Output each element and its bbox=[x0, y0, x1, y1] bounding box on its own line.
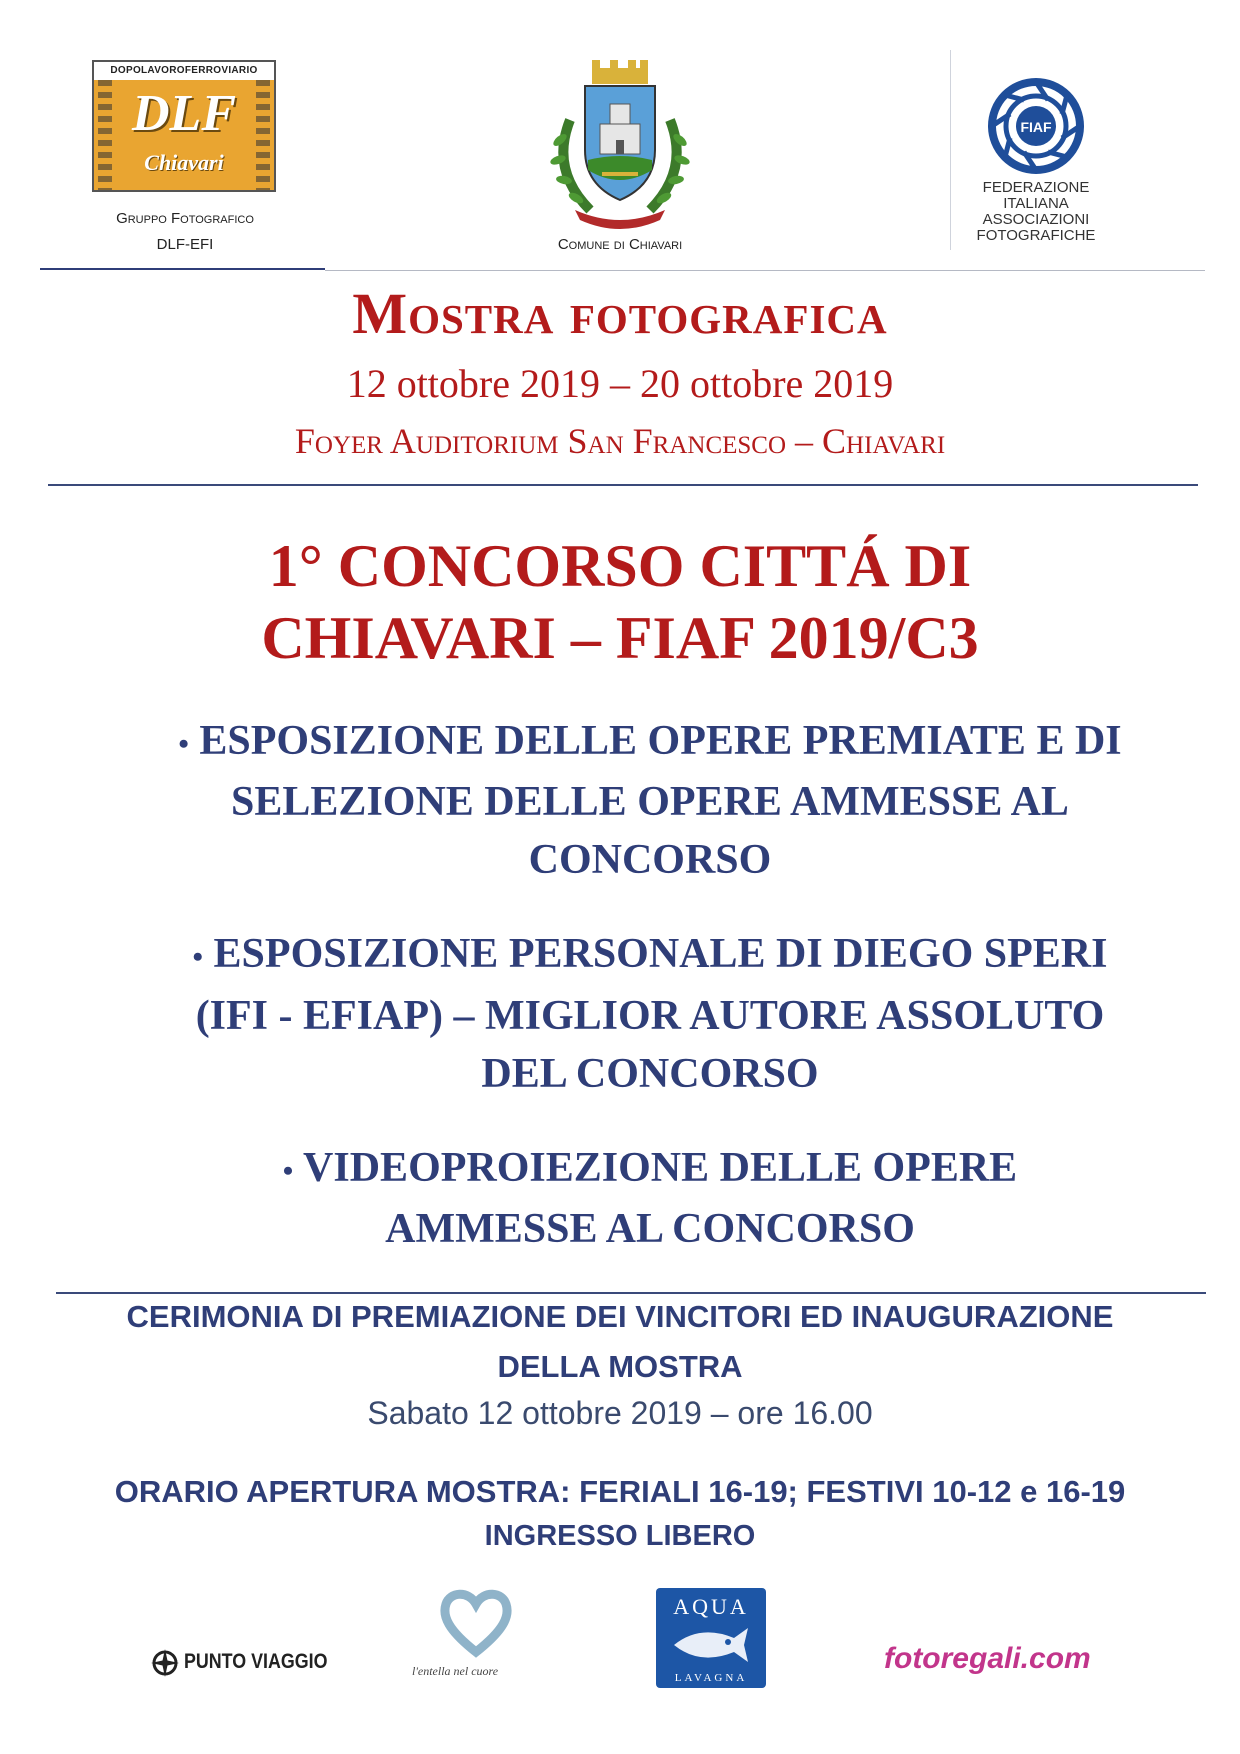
header-rule bbox=[48, 484, 1198, 486]
fiaf-line1: FEDERAZIONE bbox=[982, 179, 1090, 196]
fiaf-aperture-icon bbox=[988, 78, 1084, 174]
aqua-sub: LAVAGNA bbox=[674, 1672, 748, 1684]
contest-title bbox=[0, 530, 1240, 674]
program-item-text: ESPOSIZIONE PERSONALE DI DIEGO SPERI (IFI - EFIAP) – MIGLIOR AUTORE ASSOLUTO DEL CONCORSO bbox=[195, 931, 1108, 1097]
logo-divider bbox=[950, 50, 951, 250]
dlf-logo-sub: Chiavari bbox=[144, 150, 224, 175]
ceremony-line1: CERIMONIA DI PREMIAZIONE DEI VINCITORI ED INAUGURAZIONE bbox=[126, 1299, 1114, 1334]
exhibition-dates: 12 ottobre 2019 – 20 ottobre 2019 bbox=[346, 361, 894, 406]
dlf-logo bbox=[92, 60, 276, 192]
fiaf-line2: ITALIANA bbox=[1003, 195, 1069, 212]
program-item-text: VIDEOPROIEZIONE DELLE OPERE AMMESSE AL CONCORSO bbox=[303, 1144, 1018, 1253]
fiaf-line4: FOTOGRAFICHE bbox=[976, 227, 1096, 244]
comune-crest-icon bbox=[530, 60, 710, 230]
opening-hours: ORARIO APERTURA MOSTRA: FERIALI 16-19; FESTIVI 10-12 e 16-19 bbox=[114, 1474, 1126, 1509]
bullet-icon: • bbox=[178, 727, 189, 761]
ceremony-line2: DELLA MOSTRA bbox=[497, 1349, 743, 1384]
bullet-icon: • bbox=[192, 940, 204, 974]
sponsor-fotoregali: fotoregali.com bbox=[884, 1642, 1091, 1675]
sponsor-entella: l'entella nel cuore bbox=[412, 1664, 499, 1678]
sponsor-aqua bbox=[656, 1588, 766, 1688]
contest-title-line2: CHIAVARI – FIAF 2019/C3 bbox=[261, 605, 979, 671]
bullet-icon: • bbox=[282, 1154, 294, 1188]
program-item bbox=[110, 712, 1190, 889]
exhibition-venue: Foyer Auditorium San Francesco – Chiavari bbox=[294, 421, 946, 461]
dlf-caption-line2: DLF-EFI bbox=[156, 236, 214, 253]
contest-title-line1: 1° CONCORSO CITTÁ DI bbox=[268, 533, 972, 599]
comune-caption: Comune di Chiavari bbox=[557, 236, 683, 253]
program-list bbox=[110, 712, 1190, 1294]
entry-free: INGRESSO LIBERO bbox=[484, 1520, 756, 1552]
fiaf-badge: FIAF bbox=[1020, 119, 1052, 135]
heart-icon bbox=[438, 1586, 514, 1658]
top-rule-left bbox=[40, 268, 325, 270]
program-item-text: ESPOSIZIONE DELLE OPERE PREMIATE E DI SELEZIONE DELLE OPERE AMMESSE AL CONCORSO bbox=[199, 718, 1122, 884]
sponsor-punto-viaggio: PUNTO VIAGGIO bbox=[184, 1650, 328, 1673]
program-item bbox=[110, 925, 1190, 1102]
dlf-logo-main: DLF bbox=[132, 85, 236, 142]
compass-icon bbox=[150, 1648, 180, 1678]
aqua-title: AQUA bbox=[673, 1594, 749, 1619]
page-title: Mostra fotografica bbox=[352, 281, 888, 346]
dlf-caption-line1: Gruppo Fotografico bbox=[116, 210, 254, 227]
ceremony-heading bbox=[0, 1292, 1240, 1392]
top-rule-right bbox=[325, 270, 1205, 271]
dlf-logo-top-text: DOPOLAVOROFERROVIARIO bbox=[94, 62, 274, 80]
ceremony-datetime: Sabato 12 ottobre 2019 – ore 16.00 bbox=[367, 1395, 873, 1431]
fiaf-name bbox=[956, 180, 1116, 244]
fiaf-line3: ASSOCIAZIONI bbox=[982, 211, 1090, 228]
fish-icon bbox=[670, 1624, 752, 1666]
program-item bbox=[110, 1139, 1190, 1258]
